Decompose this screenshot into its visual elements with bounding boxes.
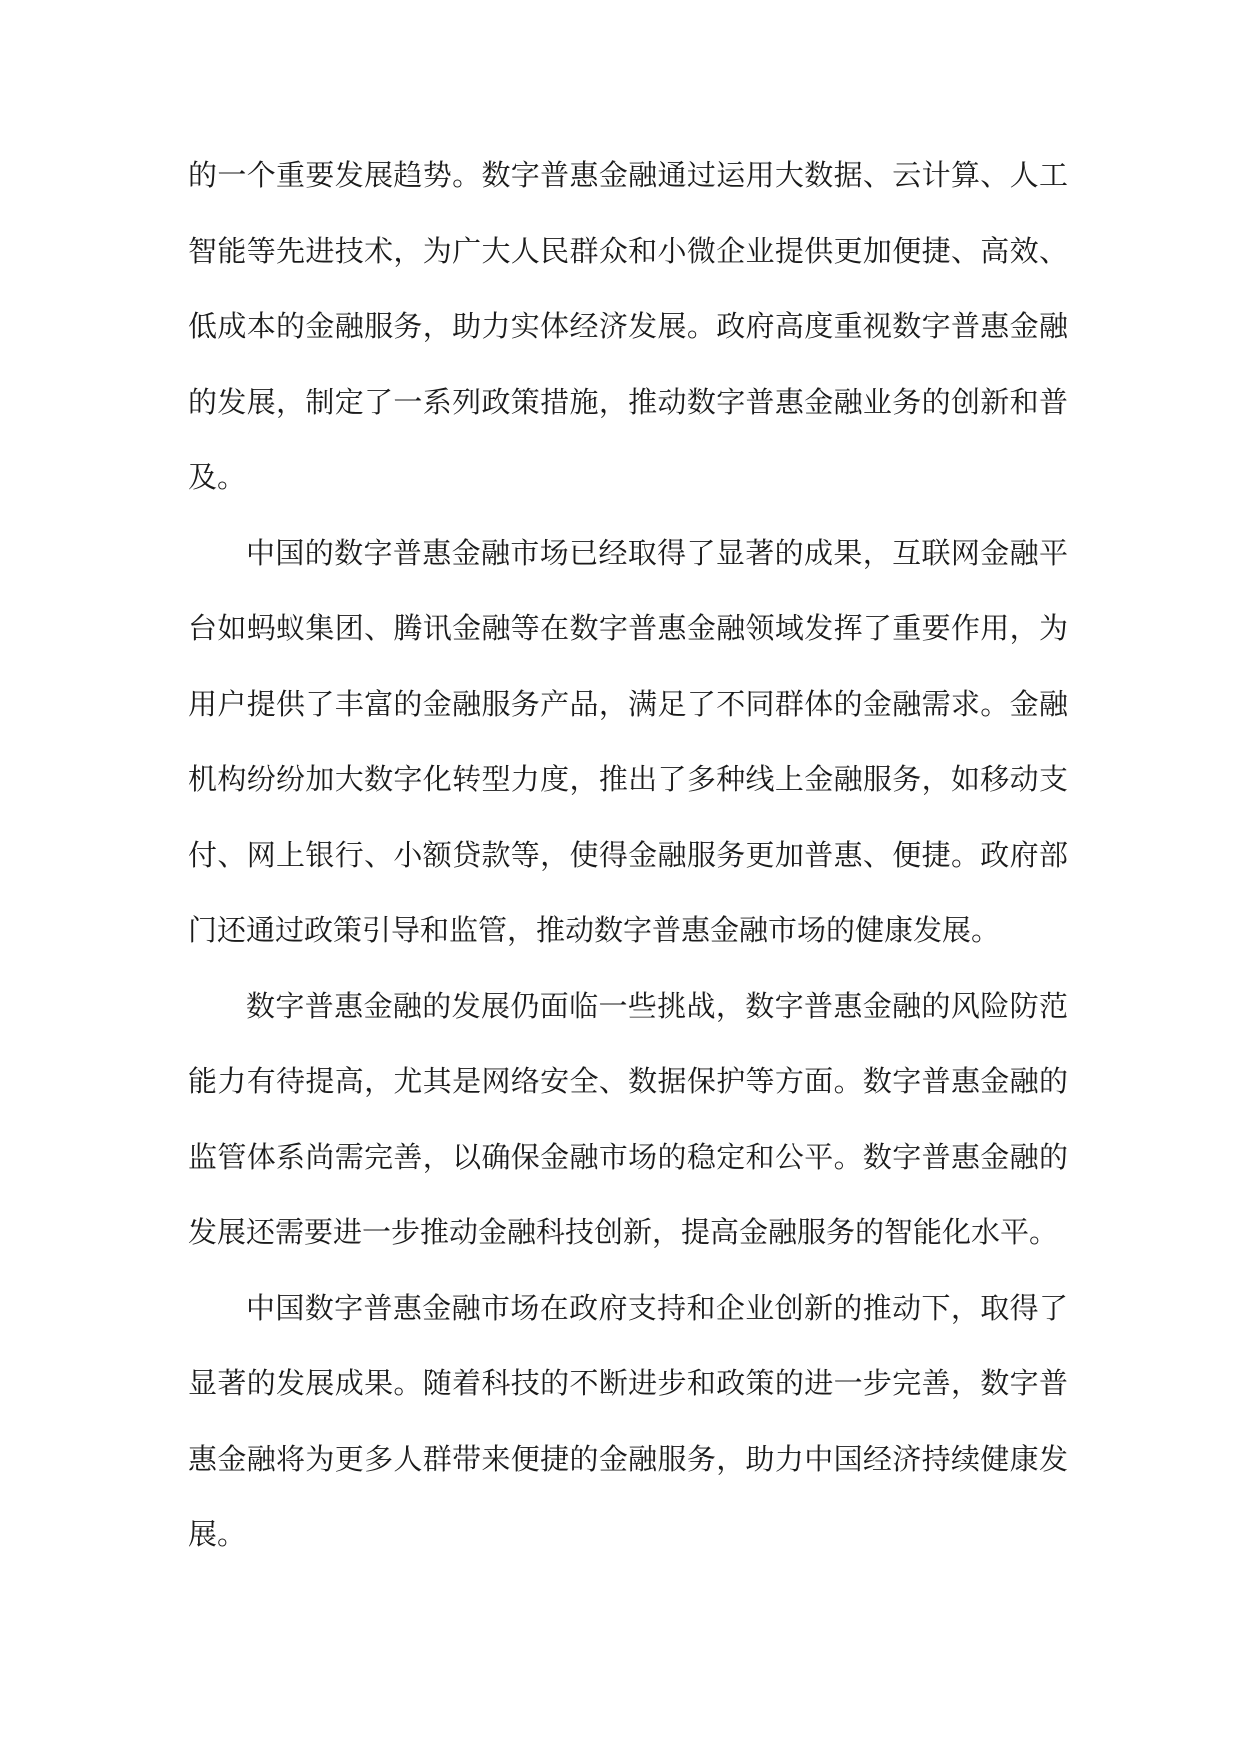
paragraph-continuation: 的一个重要发展趋势。数字普惠金融通过运用大数据、云计算、人工智能等先进技术，为广大人民群众和小微企业提供更加便捷、高效、低成本的金融服务，助力实体经济发展。政府高度重视数字普惠金融的发展，制定了一系列政策措施，推动数字普惠金融业务的创新和普及。 xyxy=(188,158,1068,494)
document-body xyxy=(188,138,1068,1573)
paragraph-challenges: 数字普惠金融的发展仍面临一些挑战，数字普惠金融的风险防范能力有待提高，尤其是网络安全、数据保护等方面。数字普惠金融的监管体系尚需完善，以确保金融市场的稳定和公平。数字普惠金融的发展还需要进一步推动金融科技创新，提高金融服务的智能化水平。 xyxy=(188,988,1068,1249)
paragraph-market-achievements: 中国的数字普惠金融市场已经取得了显著的成果，互联网金融平台如蚂蚁集团、腾讯金融等在数字普惠金融领域发挥了重要作用，为用户提供了丰富的金融服务产品，满足了不同群体的金融需求。金融机构纷纷加大数字化转型力度，推出了多种线上金融服务，如移动支付、网上银行、小额贷款等，使得金融服务更加普惠、便捷。政府部门还通过政策引导和监管，推动数字普惠金融市场的健康发展。 xyxy=(188,535,1068,947)
paragraph-conclusion: 中国数字普惠金融市场在政府支持和企业创新的推动下，取得了显著的发展成果。随着科技的不断进步和政策的进一步完善，数字普惠金融将为更多人群带来便捷的金融服务，助力中国经济持续健康发展。 xyxy=(188,1290,1068,1551)
